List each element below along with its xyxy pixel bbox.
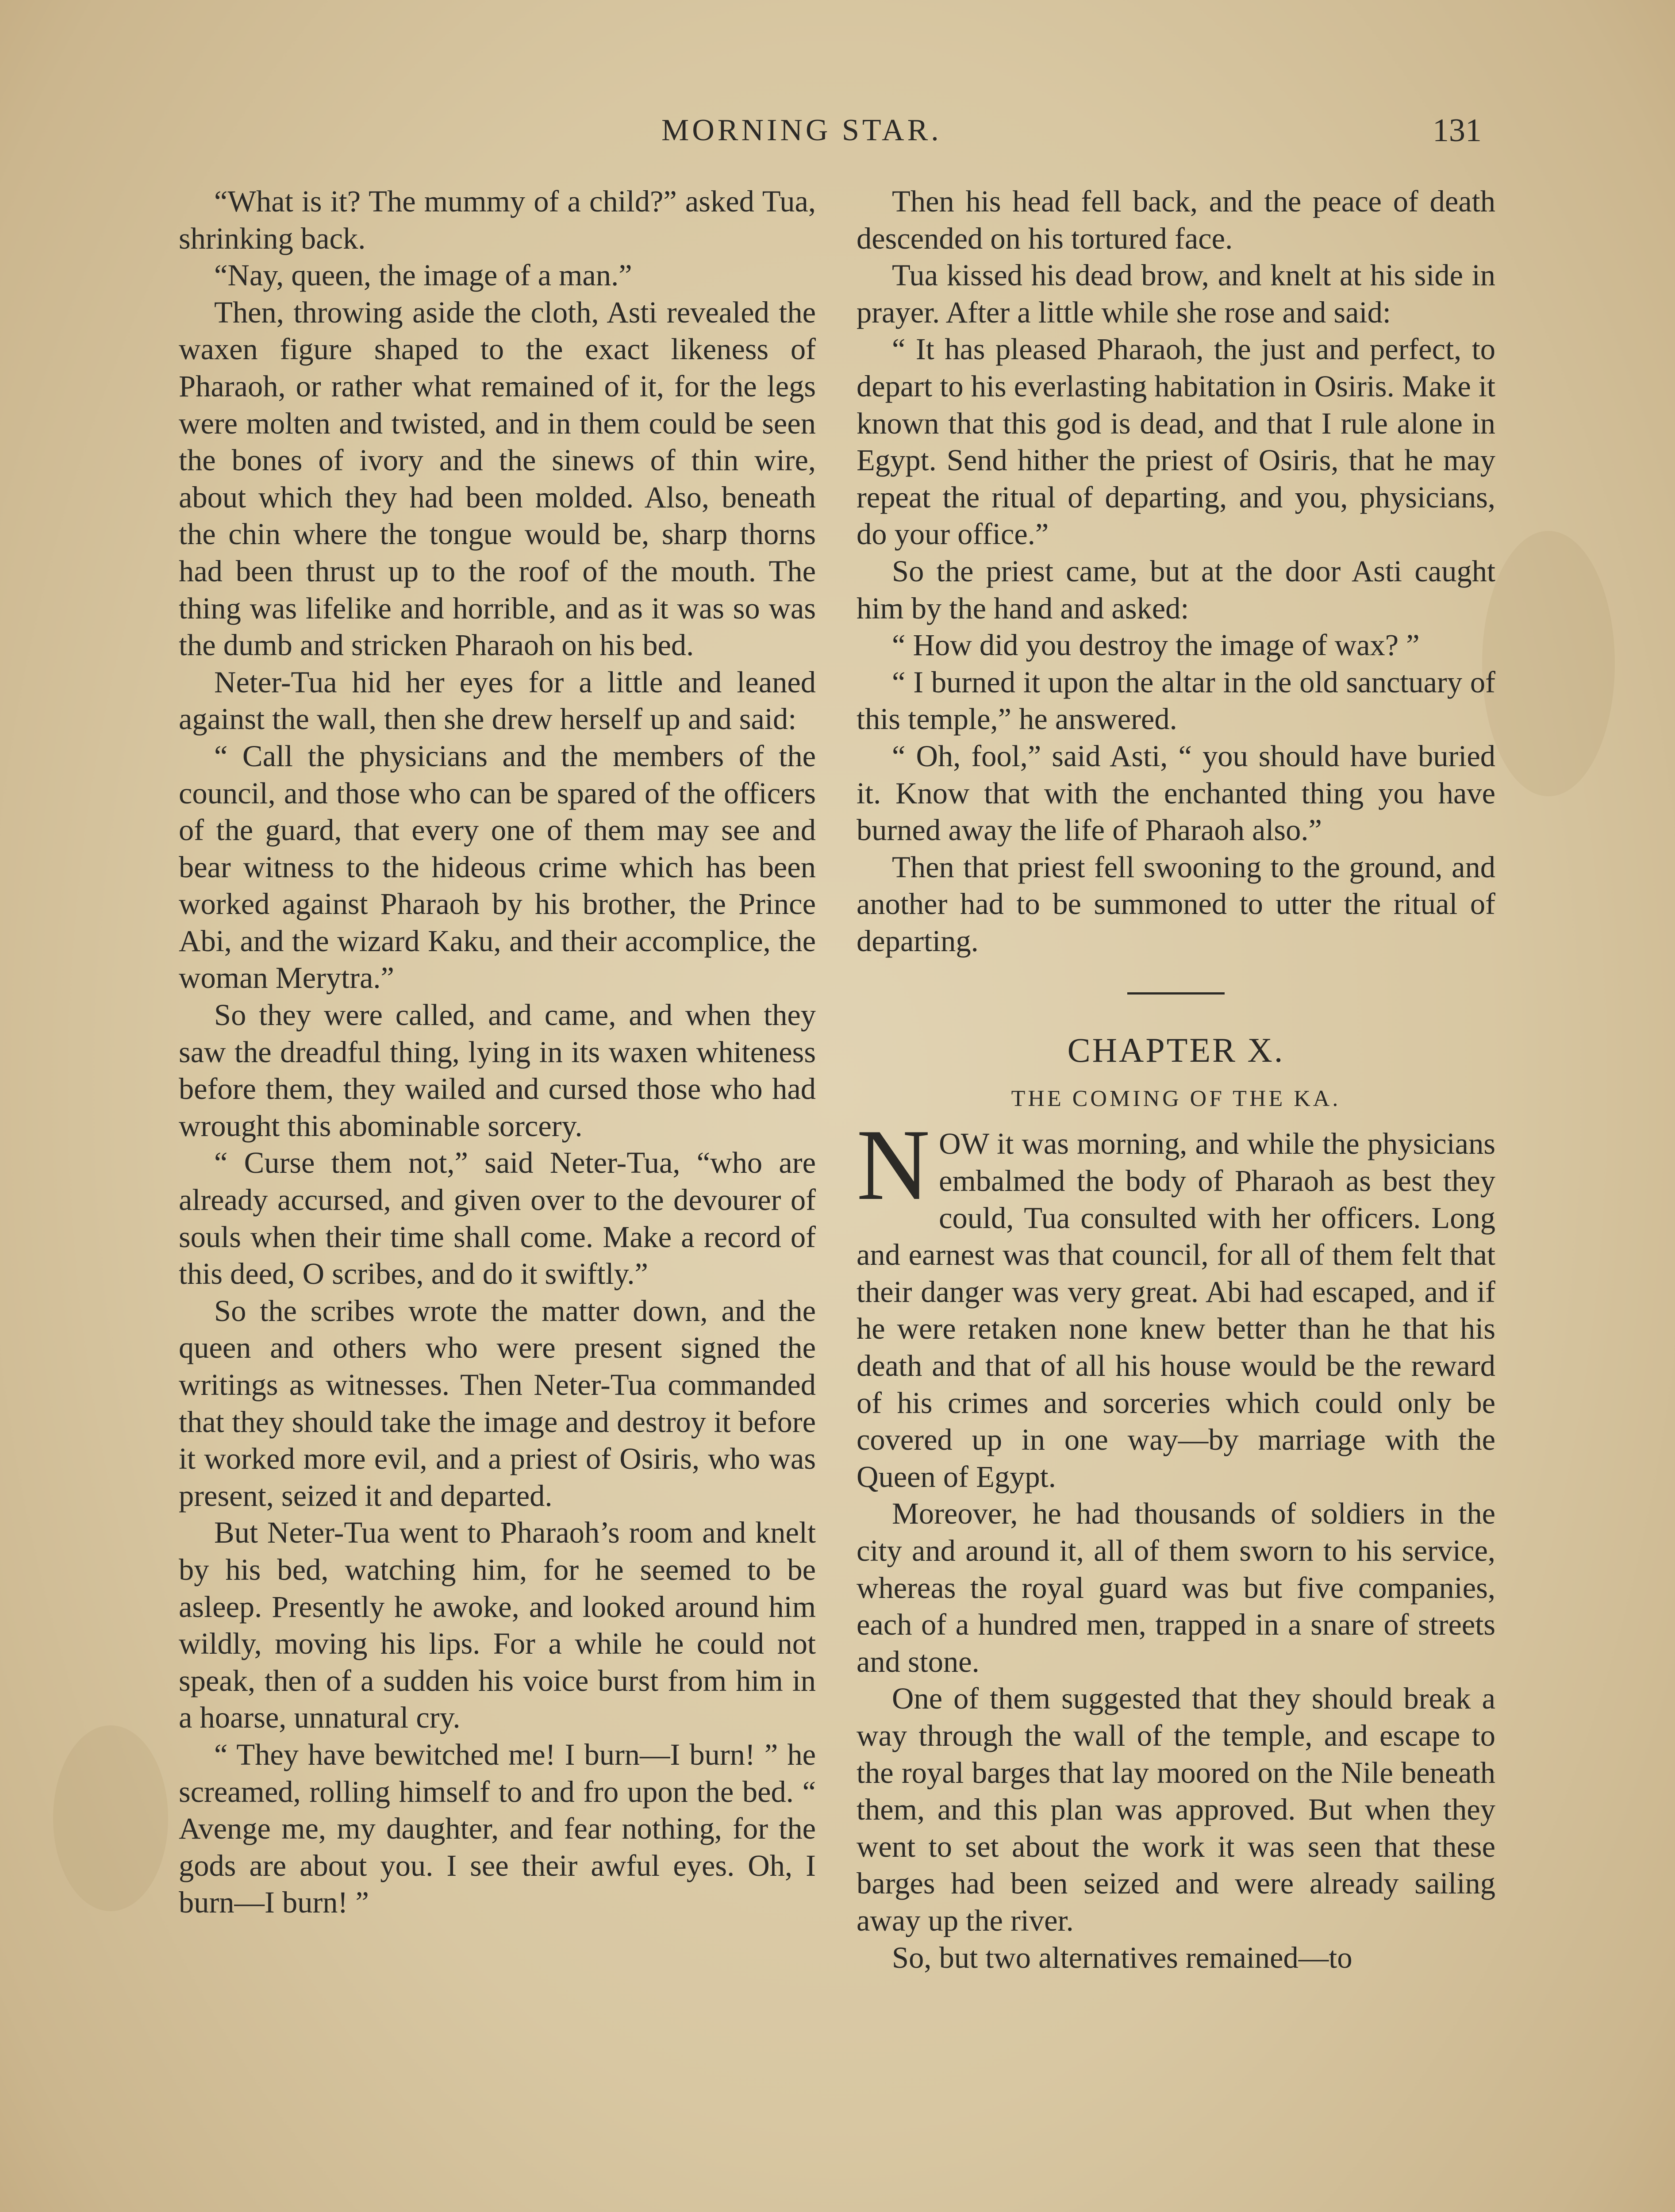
- paragraph: Moreover, he had thousands of soldiers in the city and around it, all of them sworn to his service, whereas the royal guard was but five companies, each of a hundred men, trapped in a snare of streets and stone.: [857, 1497, 1495, 1678]
- page-number: 131: [1433, 112, 1482, 149]
- chapter-title: CHAPTER X.: [1067, 1031, 1285, 1070]
- paragraph: But Neter-Tua went to Pharaoh’s room and knelt by his bed, watching him, for he seemed to be asleep. Presently he awoke, and looked around him wildly, moving his lips. For a while he could not speak, then of a sudden his voice burst from him in a hoarse, unnatural cry.: [179, 1516, 816, 1735]
- page-header: [0, 111, 1675, 150]
- paragraph: “ Call the physicians and the members of the council, and those who can be spared of the officers of the guard, that every one of them may see and bear witness to the hideous crime which has been worked against Pharaoh by his brother, the Prince Abi, and the wizard Kaku, and their accomplice, the woman Merytra.”: [179, 739, 816, 995]
- paragraph: “ It has pleased Pharaoh, the just and perfect, to depart to his everlasting habitation in Osiris. Make it known that this god is dead, and that I rule alone in Egypt. Send hither the priest of Osiris, that he may repeat the ritual of departing, and you, physicians, do your office.”: [857, 332, 1495, 551]
- paragraph: “What is it? The mummy of a child?” asked Tua, shrinking back.: [179, 184, 816, 255]
- chapter-opening-paragraph: [857, 1108, 1495, 1495]
- paragraph: “ They have bewitched me! I burn—I burn! ” he screamed, rolling himself to and fro upon the bed. “ Avenge me, my daughter, and fear nothing, for the gods are about you. I see their awful eyes. Oh, I burn—I burn! ”: [179, 1737, 816, 1920]
- paper-stain: [1482, 531, 1615, 796]
- running-title: MORNING STAR.: [661, 113, 942, 147]
- paragraph: “ Oh, fool,” said Asti, “ you should have buried it. Know that with the enchanted thing you have burned away the life of Pharaoh also.”: [857, 739, 1495, 847]
- paragraph: “Nay, queen, the image of a man.”: [214, 258, 632, 292]
- paper-stain: [53, 1725, 168, 1911]
- right-column: [857, 183, 1495, 1976]
- paragraph: “ I burned it upon the altar in the old sanctuary of this temple,” he answered.: [857, 665, 1495, 736]
- chapter-subtitle: THE COMING OF THE KA.: [1011, 1086, 1341, 1112]
- paragraph: Then, throwing aside the cloth, Asti revealed the waxen figure shaped to the exact likeness of Pharaoh, or rather what remained of it, for the legs were molten and twisted, and in them could be seen the bones of ivory and the sinews of thin wire, about which they had been molded. Also, beneath the chin where the tongue would be, sharp thorns had been thrust up to the roof of the mouth. The thing was lifelike and horrible, and as it was so was the dumb and stricken Pharaoh on his bed.: [179, 295, 816, 662]
- paragraph: One of them suggested that they should break a way through the wall of the temple, and escape to the royal barges that lay moored on the Nile beneath them, and this plan was approved. But when they went to set about the work it was seen that these barges had been seized and were already sailing away up the river.: [857, 1682, 1495, 1937]
- drop-cap: N: [857, 1108, 930, 1221]
- paragraph: So the priest came, but at the door Asti caught him by the hand and asked:: [857, 554, 1495, 625]
- paragraph: Then his head fell back, and the peace of death descended on his tortured face.: [857, 184, 1495, 255]
- paragraph: Then that priest fell swooning to the ground, and another had to be summoned to utter the ritual of departing.: [857, 850, 1495, 958]
- left-column: [179, 183, 816, 1921]
- paragraph: So they were called, and came, and when they saw the dreadful thing, lying in its waxen whiteness before them, they wailed and cursed those who had wrought this abominable sorcery.: [179, 998, 816, 1143]
- paragraph: So the scribes wrote the matter down, and the queen and others who were present signed the writings as witnesses. Then Neter-Tua commanded that they should take the image and destroy it before it worked more evil, and a priest of Osiris, who was present, seized it and departed.: [179, 1294, 816, 1513]
- section-divider: [1127, 992, 1225, 995]
- paragraph: “ Curse them not,” said Neter-Tua, “who are already accursed, and given over to the devourer of souls when their time shall come. Make a record of this deed, O scribes, and do it swiftly.”: [179, 1146, 816, 1291]
- paragraph: “ How did you destroy the image of wax? ”: [892, 628, 1420, 662]
- paragraph: Tua kissed his dead brow, and knelt at his side in prayer. After a little while she rose and said:: [857, 258, 1495, 329]
- paragraph: So, but two alternatives remained—to: [892, 1940, 1352, 1974]
- paragraph: Neter-Tua hid her eyes for a little and leaned against the wall, then she drew herself up and said:: [179, 665, 816, 736]
- opening-text: OW it was morning, and while the physicians embalmed the body of Pharaoh as best they could, Tua consulted with her officers. Long and earnest was that council, for all of them felt that their danger was very great. Abi had escaped, and if he were retaken none knew better than he that his death and that of all his house would be the reward of his crimes and sorceries which could only be covered up in one way—by marriage with the Queen of Egypt.: [857, 1127, 1495, 1494]
